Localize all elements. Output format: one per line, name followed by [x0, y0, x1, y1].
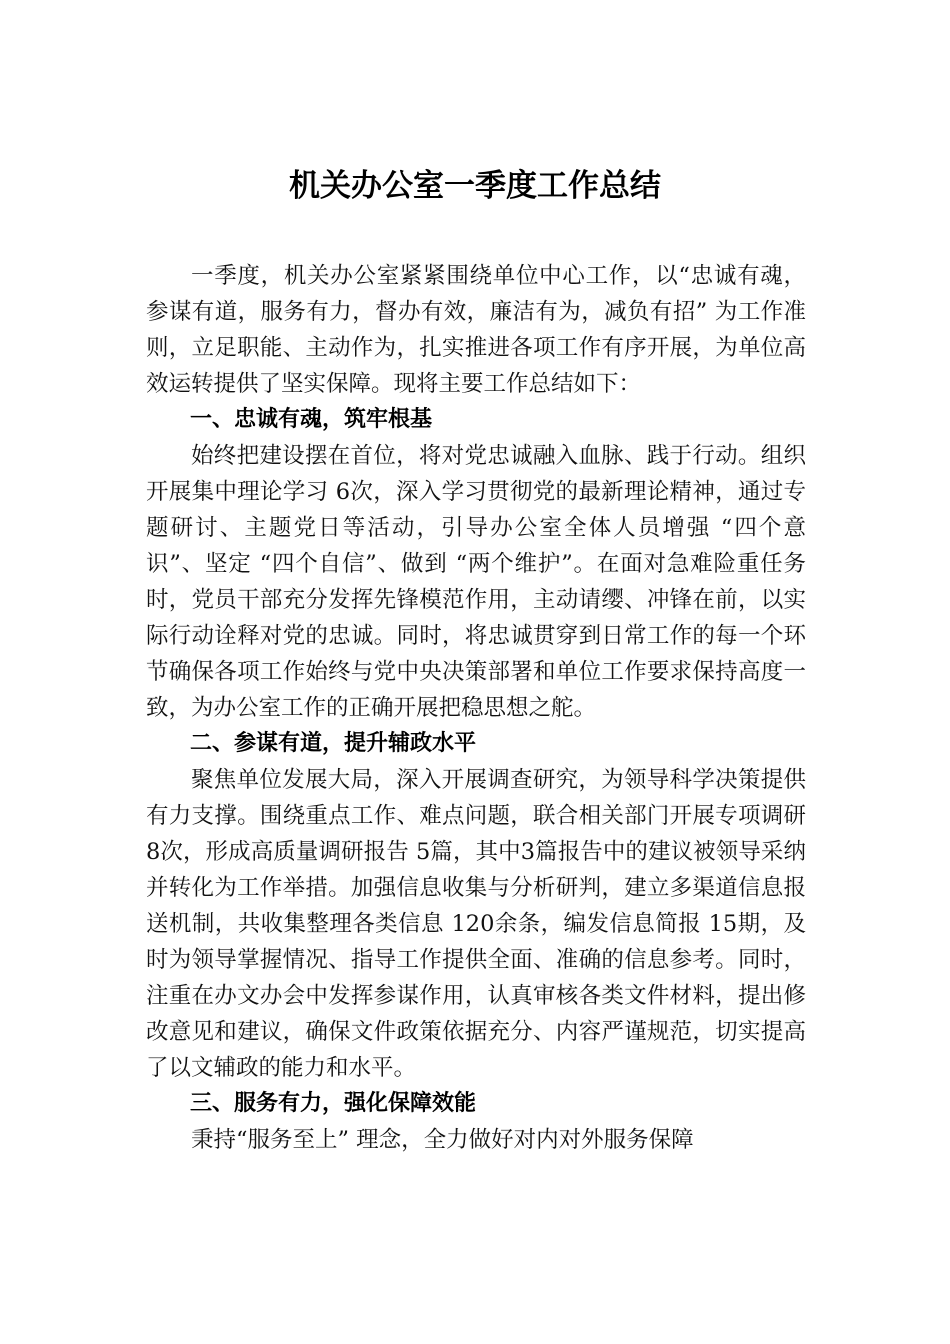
section-heading-service: 三、服务有力，强化保障效能: [190, 1091, 477, 1116]
document-body: [146, 258, 806, 1158]
section-heading-advisory: 二、参谋有道，提升辅政水平: [190, 731, 477, 756]
section-paragraph-service: 秉持“服务至上” 理念，全力做好对内对外服务保障: [191, 1127, 694, 1153]
section-paragraph-advisory: 聚焦单位发展大局，深入开展调查研究，为领导科学决策提供有力支撑。围绕重点工作、难点问题，联合相关部门开展专项调研 8次，形成高质量调研报告 5篇，其中3篇报告中的建议被领导采纳并转化为工作举措。加强信息收集与分析研判，建立多渠道信息报送机制，共收集整理各类信息 120余条，编发信息简报 15期，及时为领导掌握情况、指导工作提供全面、准确的信息参考。同时，注重在办文办会中发挥参谋作用，认真审核各类文件材料，提出修改意见和建议，确保文件政策依据充分、内容严谨规范，切实提高了以文辅政的能力和水平。: [146, 767, 806, 1081]
intro-paragraph: 一季度，机关办公室紧紧围绕单位中心工作，以“忠诚有魂，参谋有道，服务有力，督办有效，廉洁有为，减负有招” 为工作准则，立足职能、主动作为，扎实推进各项工作有序开展，为单位高效运转提供了坚实保障。现将主要工作总结如下：: [146, 263, 806, 397]
section-paragraph-loyalty: 始终把建设摆在首位，将对党忠诚融入血脉、践于行动。组织开展集中理论学习 6次，深入学习贯彻党的最新理论精神，通过专题研讨、主题党日等活动，引导办公室全体人员增强 “四个意识”、坚定 “四个自信”、做到 “两个维护”。在面对急难险重任务时，党员干部充分发挥先锋模范作用，主动请缨、冲锋在前，以实际行动诠释对党的忠诚。同时，将忠诚贯穿到日常工作的每一个环节确保各项工作始终与党中央决策部署和单位工作要求保持高度一致，为办公室工作的正确开展把稳思想之舵。: [146, 443, 806, 721]
document-title: 机关办公室一季度工作总结: [289, 168, 661, 204]
section-heading-loyalty: 一、忠诚有魂，筑牢根基: [190, 407, 433, 432]
